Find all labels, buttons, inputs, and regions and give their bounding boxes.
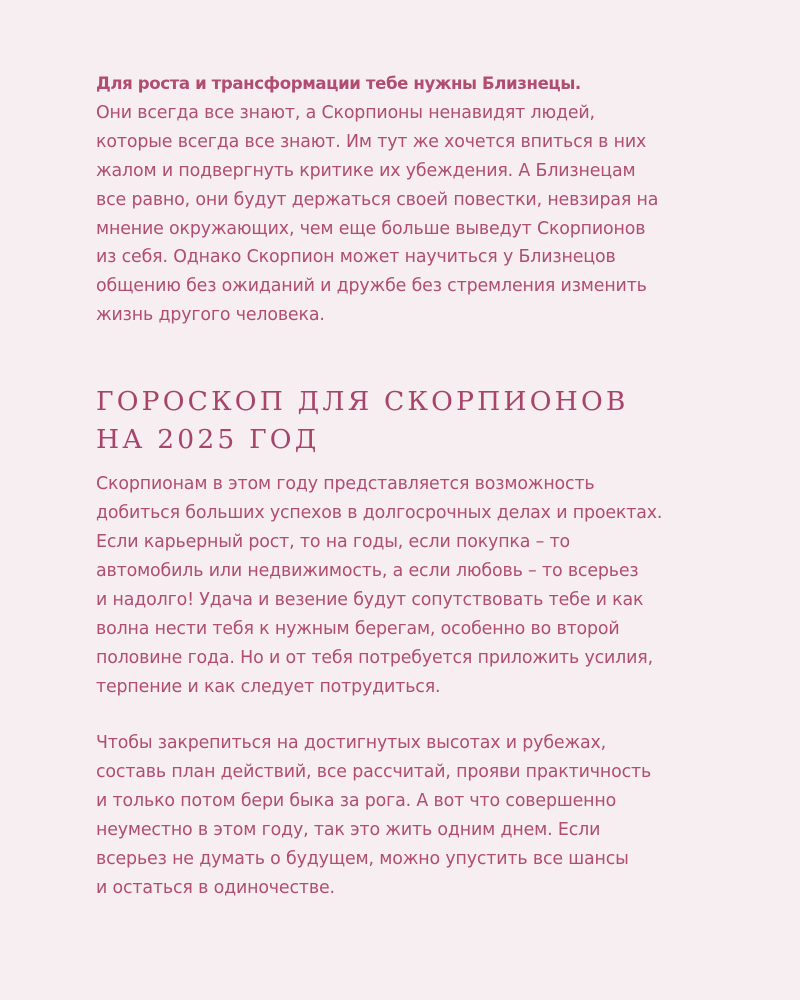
- paragraph-line: Скорпионам в этом году представляется возможность: [96, 474, 595, 495]
- intro-line: жизнь другого человека.: [96, 305, 325, 326]
- paragraph-line: терпение и как следует потрудиться.: [96, 676, 441, 697]
- section-title: [96, 383, 706, 459]
- intro-line: мнение окружающих, чем еще больше выведут Скорпионов: [96, 218, 646, 239]
- intro-bold-lead: Для роста и трансформации тебе нужны Близнецы.: [96, 74, 581, 93]
- intro-line: жалом и подвергнуть критике их убеждения. А Близнецам: [96, 160, 636, 181]
- paragraph-line: и остаться в одиночестве.: [96, 877, 335, 898]
- paragraph-line: и надолго! Удача и везение будут сопутствовать тебе и как: [96, 589, 644, 610]
- section-title-line: ГОРОСКОП ДЛЯ СКОРПИОНОВ: [96, 386, 629, 418]
- paragraph-line: Если карьерный рост, то на годы, если покупка – то: [96, 531, 571, 552]
- paragraph-line: автомобиль или недвижимость, а если любовь – то всерьез: [96, 560, 639, 581]
- intro-line: все равно, они будут держаться своей повестки, невзирая на: [96, 189, 659, 210]
- section-title-line: НА 2025 ГОД: [96, 424, 320, 456]
- intro-line: Они всегда все знают, а Скорпионы ненавидят людей,: [96, 102, 595, 123]
- intro-line: общению без ожиданий и дружбе без стремления изменить: [96, 276, 647, 297]
- paragraph-line: и только потом бери быка за рога. А вот что совершенно: [96, 791, 617, 812]
- paragraph-line: неуместно в этом году, так это жить одним днем. Если: [96, 820, 601, 841]
- paragraph-line: добиться больших успехов в долгосрочных делах и проектах.: [96, 503, 663, 524]
- page-content: [96, 70, 706, 903]
- intro-paragraph: [96, 70, 706, 330]
- paragraph-line: Чтобы закрепиться на достигнутых высотах и рубежах,: [96, 733, 606, 754]
- intro-line: которые всегда все знают. Им тут же хочется впиться в них: [96, 131, 647, 152]
- paragraph-line: волна нести тебя к нужным берегам, особенно во второй: [96, 618, 620, 639]
- intro-line: из себя. Однако Скорпион может научиться у Близнецов: [96, 247, 616, 268]
- paragraph-line: всерьез не думать о будущем, можно упустить все шансы: [96, 849, 629, 870]
- paragraph-line: составь план действий, все рассчитай, прояви практичность: [96, 762, 652, 783]
- horoscope-paragraph-1: [96, 470, 706, 701]
- horoscope-paragraph-2: [96, 729, 706, 902]
- paragraph-line: половине года. Но и от тебя потребуется приложить усилия,: [96, 647, 653, 668]
